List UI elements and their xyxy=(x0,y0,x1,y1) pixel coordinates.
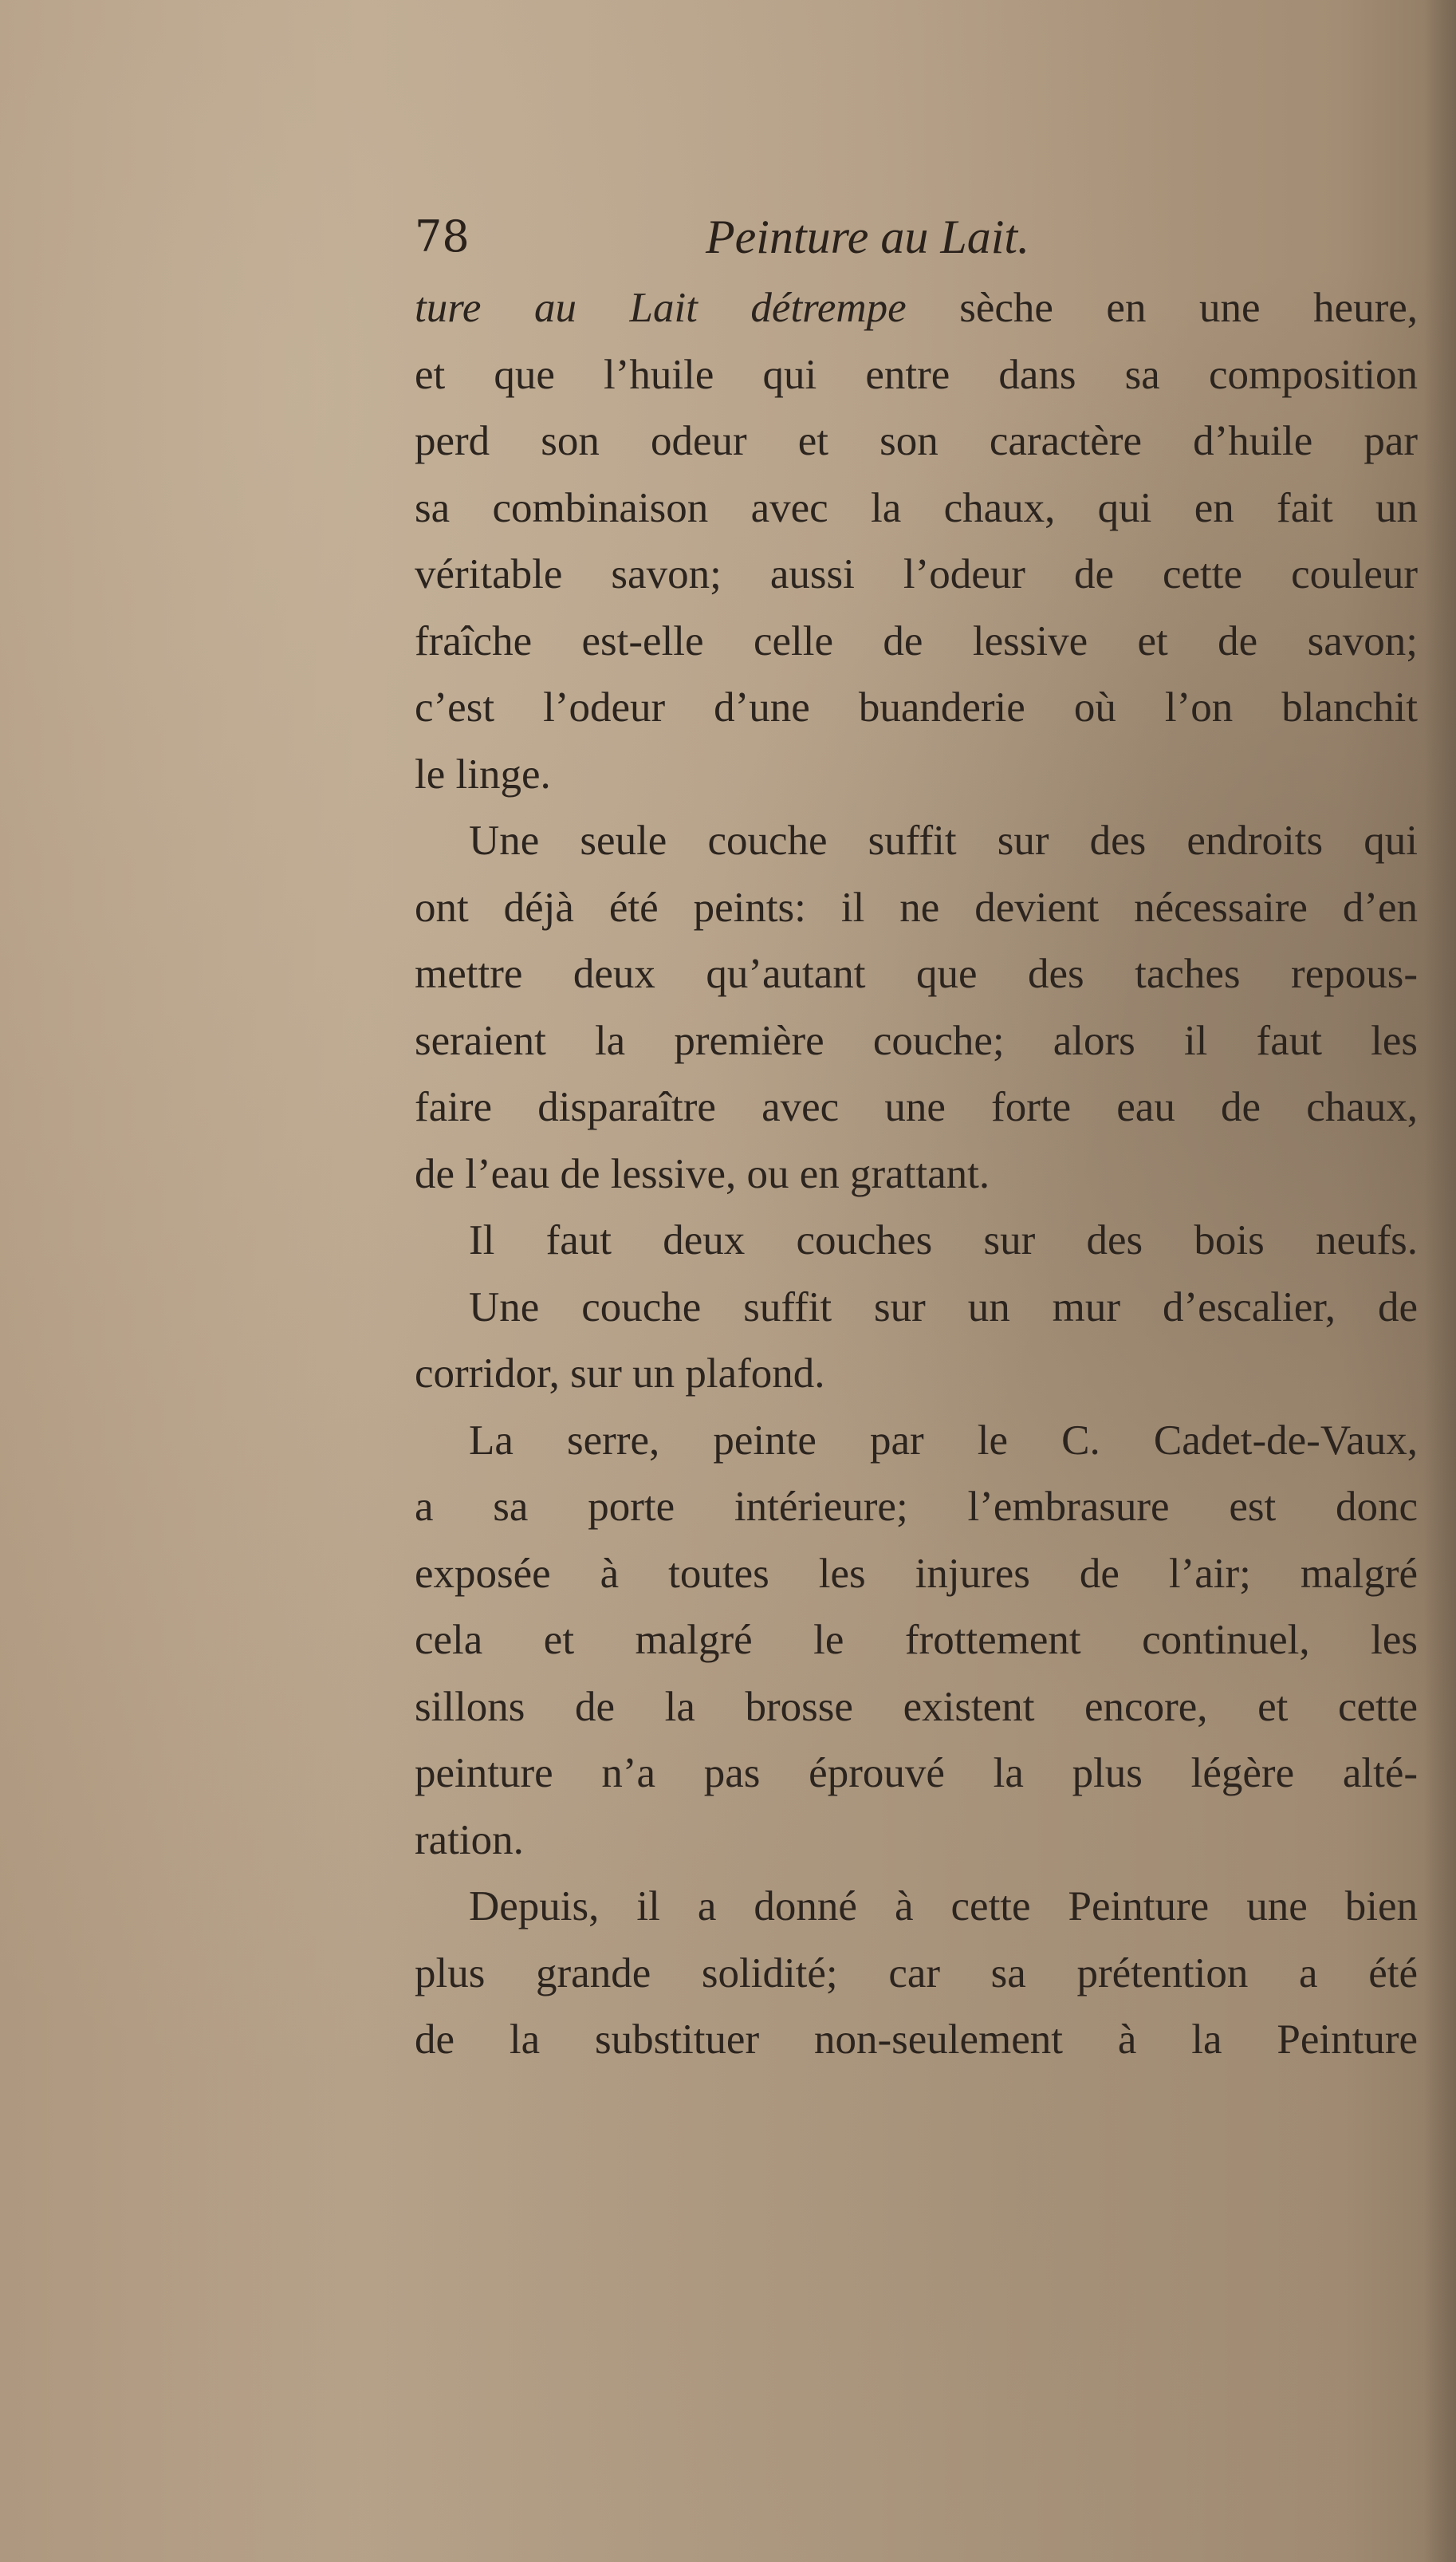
text-line: Une couche suffit sur un mur d’escalier, de xyxy=(469,1283,1418,1330)
running-title: Peinture au Lait. xyxy=(706,211,1030,263)
text-line xyxy=(415,275,1418,342)
italic-phrase: ture au Lait détrempe xyxy=(415,285,907,331)
text-line: de l’eau de lessive, ou en grattant. xyxy=(415,1150,990,1197)
text-line: La serre, peinte par le C. Cadet-de-Vaux, xyxy=(469,1417,1418,1464)
text-line: véritable savon; aussi l’odeur de cette couleur xyxy=(415,551,1418,597)
text-line: et que l’huile qui entre dans sa composition xyxy=(415,351,1418,398)
text-line: Une seule couche suffit sur des endroits qui xyxy=(469,818,1418,864)
text-line: mettre deux qu’autant que des taches repous- xyxy=(415,951,1418,997)
page-number: 78 xyxy=(415,211,470,262)
text-line: exposée à toutes les injures de l’air; malgré xyxy=(415,1550,1418,1597)
text-line: peinture n’a pas éprouvé la plus légère alté- xyxy=(415,1750,1418,1796)
text-line: c’est l’odeur d’une buanderie où l’on blanchit xyxy=(415,684,1418,731)
text-line: a sa porte intérieure; l’embrasure est donc xyxy=(415,1484,1418,1530)
text-line: le linge. xyxy=(415,751,551,798)
text-line: perd son odeur et son caractère d’huile par xyxy=(415,418,1418,464)
text-line: sa combinaison avec la chaux, qui en fait un xyxy=(415,484,1418,531)
body-text xyxy=(415,275,1418,2074)
text-line: de la substituer non-seulement à la Peinture xyxy=(415,2016,1418,2063)
text-line: fraîche est-elle celle de lessive et de savon; xyxy=(415,617,1418,664)
text-line: ont déjà été peints: il ne devient nécessaire d’en xyxy=(415,884,1418,931)
running-head xyxy=(415,209,1411,273)
text-line: Depuis, il a donné à cette Peinture une bien xyxy=(469,1883,1418,1929)
text-line: cela et malgré le frottement continuel, les xyxy=(415,1617,1418,1663)
text-line: ration. xyxy=(415,1816,524,1863)
line-text: sèche en une heure, xyxy=(906,285,1418,331)
text-line: seraient la première couche; alors il faut les xyxy=(415,1017,1418,1064)
text-line: corridor, sur un plafond. xyxy=(415,1350,825,1397)
text-line: Il faut deux couches sur des bois neufs. xyxy=(469,1217,1418,1263)
page-edge-shadow xyxy=(1424,0,1456,2562)
text-line: sillons de la brosse existent encore, et cette xyxy=(415,1683,1418,1730)
text-line: faire disparaître avec une forte eau de chaux, xyxy=(415,1084,1418,1130)
text-line: plus grande solidité; car sa prétention a été xyxy=(415,1949,1418,1996)
